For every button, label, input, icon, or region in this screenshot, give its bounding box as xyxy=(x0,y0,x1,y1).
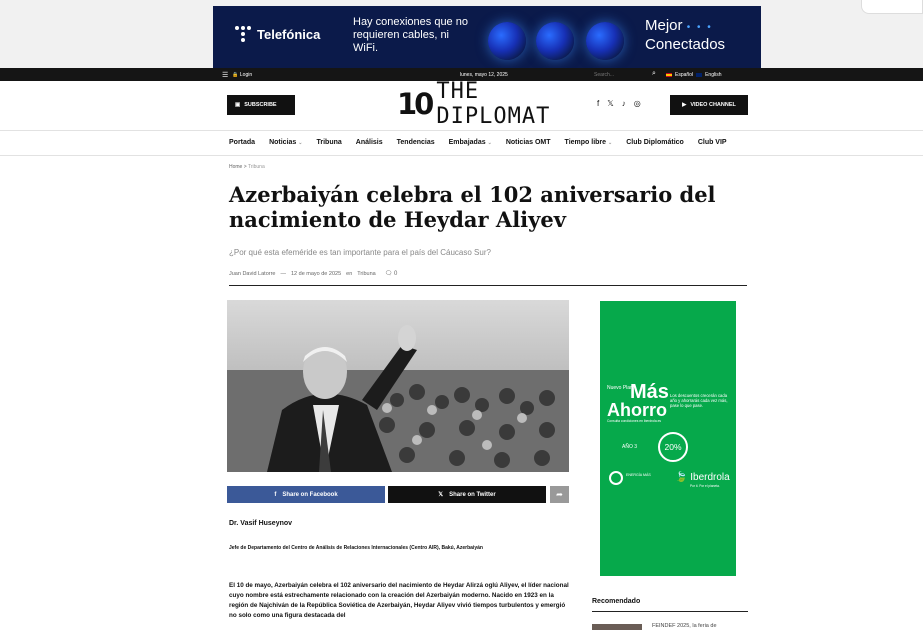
ad-brand-tagline: Por ti. Por el planeta. xyxy=(690,484,720,488)
ad-brand-name: Iberdrola xyxy=(690,472,730,483)
instagram-icon[interactable]: ◎ xyxy=(633,99,641,108)
subscribe-button[interactable] xyxy=(227,95,295,115)
ad-year: AÑO 3 xyxy=(622,444,638,450)
sidebar-ad-iberdrola[interactable] xyxy=(600,301,736,576)
social-links xyxy=(597,99,641,108)
share-facebook-label: Share on Facebook xyxy=(282,491,338,498)
nav-item-tribuna[interactable] xyxy=(317,139,342,146)
recomendado-item-title[interactable]: FEINDEF 2025, la feria de xyxy=(652,623,717,629)
nav-item-label: Tribuna xyxy=(316,139,342,146)
video-icon: ▶ xyxy=(682,102,687,108)
share-more-button[interactable] xyxy=(550,486,569,503)
article-subtitle: ¿Por qué esta efeméride es tan importante para el país del Cáucaso Sur? xyxy=(229,248,491,257)
ad-tagline xyxy=(645,17,725,53)
breadcrumb-sep: > xyxy=(243,164,247,170)
nav-item-label: Noticias OMT xyxy=(505,139,551,146)
category-link[interactable]: Tribuna xyxy=(357,270,376,277)
lang-es-link[interactable]: Español xyxy=(675,72,694,78)
chevron-down-icon: ⌄ xyxy=(487,140,492,146)
top-date: lunes, mayo 12, 2025 xyxy=(460,72,508,78)
article-hero-image xyxy=(227,300,569,472)
spain-flag-icon xyxy=(666,73,672,77)
ad-nuevo-plan: Nuevo Plan xyxy=(607,385,633,391)
share-arrow-icon: ➦ xyxy=(556,490,563,499)
nav-item-tendencias[interactable] xyxy=(397,139,435,146)
article-title: Azerbaiyán celebra el 102 aniversario del nacimiento de Heydar Aliyev xyxy=(229,182,716,232)
ad-orb xyxy=(536,22,574,60)
ad-small-text: Los descuentos crecerán cada año y ahorrarás cada vez más, pase lo que pase. xyxy=(670,393,728,408)
uk-flag-icon xyxy=(696,73,702,77)
logo-text: THE DIPLOMAT xyxy=(436,79,551,129)
meta-in: en xyxy=(346,270,353,277)
article-body: El 10 de mayo, Azerbaiyán celebra el 102 aniversario del nacimiento de Heydar Alirzá oglú Aliyev, el líder nacional cuyo nombre está estrechamente relacionado con la creación del Azerbaiyán moderno. Nacido en 1923 en la región de Najchiván de la República Soviética de Azerbaiyán, Heydar Aliyev vivió tiempos turbulentos y emergió no solo como una figura destacada del xyxy=(229,582,569,619)
ad-percent: 20% xyxy=(664,442,682,452)
byline-role: Jefe de Departamento del Centro de Análisis de Relaciones Internacionales (Centro AIR), Bakú, Azerbaiyán xyxy=(229,545,483,551)
ad-mas: Más xyxy=(630,381,669,403)
ad-tagline-line2: Conectados xyxy=(645,36,726,53)
ad-brand: Telefónica xyxy=(257,26,321,42)
byline-name: Dr. Vasif Huseynov xyxy=(229,520,293,527)
nav-item-label: Noticias xyxy=(269,139,297,146)
logo-anniversary: 10 xyxy=(397,87,432,121)
chevron-down-icon: ⌄ xyxy=(608,140,613,146)
nav-item-label: Análisis xyxy=(355,139,383,146)
ad-orb xyxy=(488,22,526,60)
ad-tagline-line1: Mejor xyxy=(645,17,683,34)
x-twitter-icon[interactable]: 𝕏 xyxy=(607,99,614,108)
breadcrumb-home[interactable]: Home xyxy=(229,164,243,170)
nav-item-portada[interactable] xyxy=(229,139,255,146)
nav-item-noticias[interactable] xyxy=(269,139,302,146)
nav-item-análisis[interactable] xyxy=(356,139,383,146)
video-channel-button[interactable] xyxy=(670,95,748,115)
lang-en-link[interactable]: English xyxy=(705,72,722,78)
x-twitter-icon: 𝕏 xyxy=(438,492,444,498)
login-label: Login xyxy=(239,71,253,78)
tiktok-icon[interactable]: ♪ xyxy=(621,99,626,108)
search-icon[interactable]: ⌕ xyxy=(652,70,656,77)
language-switcher xyxy=(666,72,721,78)
nav-item-embajadas[interactable] xyxy=(449,139,492,146)
energia-logo-icon xyxy=(609,471,623,485)
ad-logo1-text: ENERGÍA MÁS xyxy=(626,473,651,477)
nav-item-label: Portada xyxy=(229,139,256,146)
meta-dash: — xyxy=(280,270,286,277)
subscribe-label: SUBSCRIBE xyxy=(244,102,277,108)
share-twitter-label: Share on Twitter xyxy=(449,491,496,498)
hamburger-icon[interactable]: ☰ xyxy=(222,71,229,79)
nav-item-club-diplomático[interactable] xyxy=(626,139,684,146)
corner-widget[interactable] xyxy=(861,0,923,14)
chevron-down-icon: ⌄ xyxy=(298,140,303,146)
nav-item-label: Club Diplomático xyxy=(626,139,684,146)
ad-percent-badge xyxy=(658,432,688,462)
breadcrumb-current[interactable]: Tribuna xyxy=(247,164,265,170)
share-facebook-button[interactable] xyxy=(227,486,385,503)
article-meta xyxy=(229,270,397,277)
telefonica-dots-icon xyxy=(235,26,251,42)
search-input[interactable]: Search... xyxy=(594,72,615,78)
ad-orb xyxy=(586,22,624,60)
nav-item-label: Tiempo libre xyxy=(564,139,607,146)
ad-tagline-dots: • • • xyxy=(686,22,713,33)
comment-count: 0 xyxy=(394,271,398,277)
subscribe-icon: ▣ xyxy=(235,102,241,108)
ad-ahorro: Ahorro xyxy=(607,400,667,420)
breadcrumb xyxy=(229,164,265,170)
main-nav xyxy=(0,130,923,156)
recomendado-divider xyxy=(592,611,748,612)
telefonica-logo xyxy=(235,26,320,42)
nav-item-label: Club VIP xyxy=(697,139,727,146)
author-link[interactable]: Juan David Latorre xyxy=(229,270,276,277)
nav-item-club-vip[interactable] xyxy=(698,139,727,146)
facebook-icon: f xyxy=(274,491,277,498)
article-date: 12 de mayo de 2025 xyxy=(290,270,342,277)
recomendado-thumbnail[interactable] xyxy=(592,624,642,630)
login-link[interactable]: 🔒 Login xyxy=(232,71,253,78)
masthead xyxy=(222,79,758,129)
comment-icon: 🗨 xyxy=(384,271,393,277)
nav-item-noticias-omt[interactable] xyxy=(506,139,551,146)
recomendado-heading: Recomendado xyxy=(592,598,641,605)
nav-item-label: Tendencias xyxy=(396,139,435,146)
ad-conditions: Consulta condiciones en iberdrola.es xyxy=(607,419,662,423)
comments-link[interactable] xyxy=(385,270,398,277)
iberdrola-logo: 🍃 Iberdrola xyxy=(675,472,730,483)
site-logo[interactable] xyxy=(397,79,575,129)
ad-headline: Hay conexiones que no requieren cables, ni WiFi. xyxy=(353,16,468,54)
top-banner-ad[interactable] xyxy=(213,6,761,68)
nav-item-tiempo-libre[interactable] xyxy=(565,139,613,146)
video-channel-label: VIDEO CHANNEL xyxy=(690,102,736,108)
title-divider xyxy=(229,285,747,286)
nav-item-label: Embajadas xyxy=(448,139,486,146)
facebook-icon[interactable]: f xyxy=(597,99,600,108)
share-twitter-button[interactable] xyxy=(388,486,546,503)
